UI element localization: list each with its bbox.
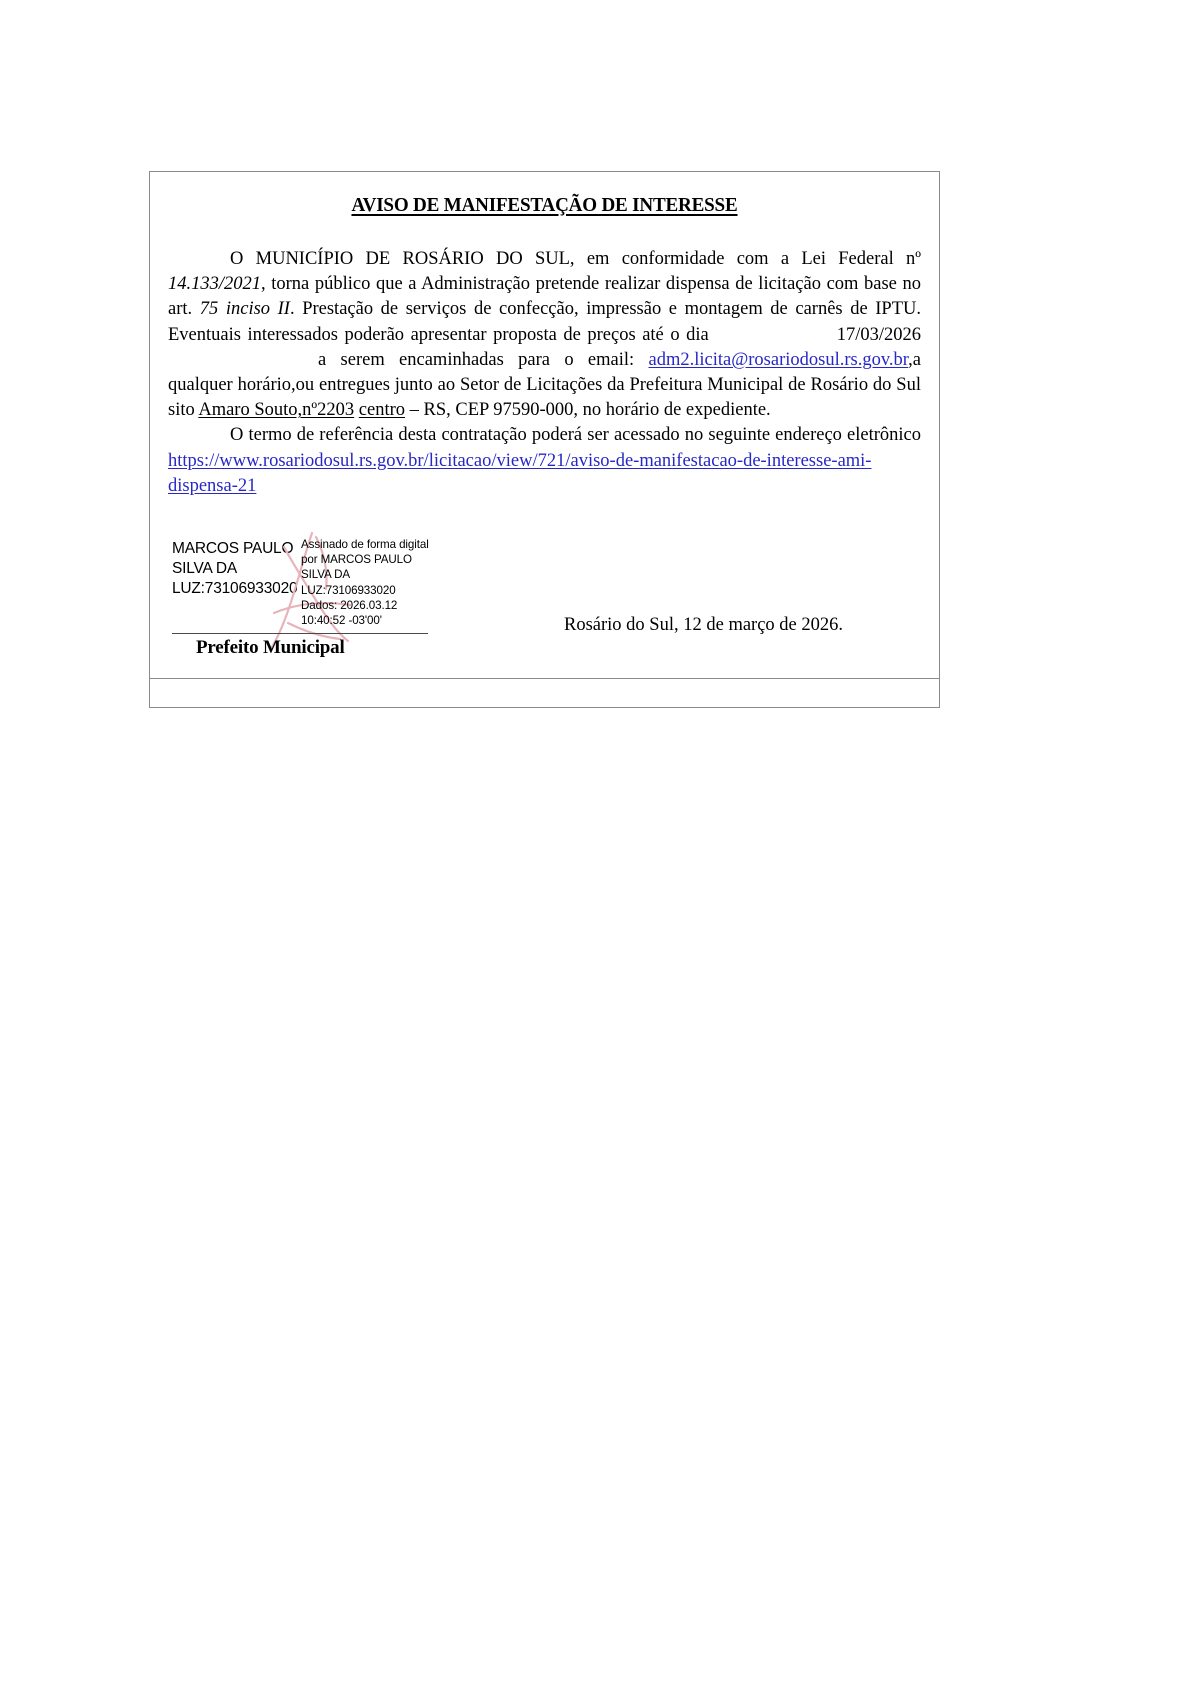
notice-segment-a: O MUNICÍPIO DE ROSÁRIO DO SUL, em conformidade com a Lei Federal nº <box>230 249 921 269</box>
document-footer-strip <box>150 679 939 707</box>
page-title: AVISO DE MANIFESTAÇÃO DE INTERESSE <box>351 194 738 216</box>
terms-of-reference-link[interactable]: https://www.rosariodosul.rs.gov.br/licitacao/view/721/aviso-de-manifestacao-de-interesse-ami-dispensa-21 <box>168 450 872 496</box>
document-body <box>150 172 939 679</box>
paragraph-reference-term <box>168 423 921 499</box>
signer-role: Prefeito Municipal <box>196 637 345 658</box>
address-district: centro <box>358 400 405 421</box>
address-street: Amaro Souto,nº2203 <box>198 400 355 421</box>
notice-segment-e: ,a qualquer horário,ou entregues junto ao Setor de Licitações da Prefeitura Municipal de Rosário do Sul sito <box>168 349 922 421</box>
notice-segment-c: . Prestação de serviços de confecção, impressão e montagem de carnês de IPTU. Eventuais interessados poderão apresentar proposta de preços até o dia <box>168 299 922 345</box>
signature-date: Dados: 2026.03.12 <box>301 598 398 612</box>
article-reference: 75 inciso II <box>199 299 290 320</box>
digital-signature-details <box>301 537 431 628</box>
document-frame <box>149 171 940 708</box>
reference-segment-a: O termo de referência desta contratação poderá ser acessado no seguinte endereço eletrônico <box>230 425 921 446</box>
deadline-date: 17/03/2026 <box>836 324 921 345</box>
law-reference: 14.133/2021 <box>168 274 262 295</box>
document-text-block <box>164 247 925 499</box>
paragraph-notice <box>168 247 921 423</box>
signature-detail-text: Assinado de forma digital por MARCOS PAULO SILVA DA LUZ:73106933020 <box>301 538 429 597</box>
notice-segment-g: – RS, CEP 97590-000, no horário de expediente. <box>405 400 771 421</box>
email-link[interactable]: adm2.licita@rosariodosul.rs.gov.br <box>648 349 909 370</box>
signature-line <box>172 633 428 634</box>
notice-segment-d: a serem encaminhadas para o email: <box>318 349 635 370</box>
notice-segment-b: , torna público que a Administração pretende realizar dispensa de licitação com base no art. <box>168 274 921 320</box>
signature-area <box>164 537 924 677</box>
signature-time: 10:40:52 -03'00' <box>301 614 382 628</box>
place-and-date: Rosário do Sul, 12 de março de 2026. <box>564 615 843 635</box>
digital-signature-name: MARCOS PAULO SILVA DA LUZ:73106933020 <box>172 540 298 597</box>
